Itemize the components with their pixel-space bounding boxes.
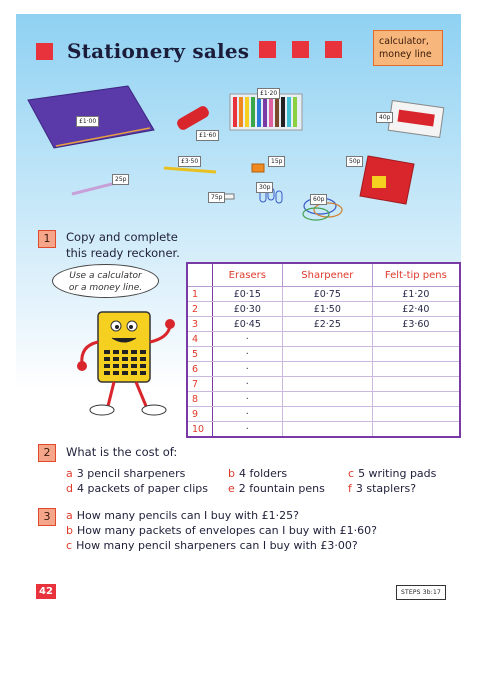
table-row (187, 392, 460, 407)
speech-bubble-line1: Use a calculator (69, 271, 142, 281)
question-2-part-f (348, 481, 416, 496)
part-text: 5 writing pads (358, 467, 437, 480)
erasers-pack-icon (388, 101, 444, 138)
price-label-pencil: 25p (112, 174, 129, 185)
stationery-illustration (16, 72, 461, 232)
question-1-text (66, 229, 180, 261)
cell-erasers: £0·30 (212, 302, 282, 317)
table-header-row (187, 263, 460, 287)
table-row (187, 377, 460, 392)
price-label-stapler: £1·60 (196, 130, 219, 141)
question-number-2: 2 (38, 444, 56, 462)
cell-erasers: £0·45 (212, 317, 282, 332)
stationery-drawing (16, 72, 461, 232)
part-letter: a (66, 509, 73, 522)
cell-erasers: · (212, 407, 282, 422)
question-2-part-d (66, 481, 208, 496)
part-text: 4 folders (238, 467, 288, 480)
cell-sharpener: £0·75 (282, 287, 372, 302)
row-number: 4 (187, 332, 212, 347)
row-number: 8 (187, 392, 212, 407)
part-text: 2 fountain pens (238, 482, 325, 495)
steps-reference-badge: STEPS 3b:17 (396, 585, 446, 600)
part-text: 3 pencil sharpeners (76, 467, 186, 480)
cell-erasers: £0·15 (212, 287, 282, 302)
cell-felt-tip-pens (372, 362, 460, 377)
question-3-part-c (66, 538, 358, 553)
row-number: 7 (187, 377, 212, 392)
page-number: 42 (36, 584, 56, 599)
part-text: How many pencils can I buy with £1·25? (76, 509, 299, 522)
title-squares (259, 41, 358, 62)
table-header-sharpener: Sharpener (282, 263, 372, 287)
price-label-erasers: 40p (376, 112, 393, 123)
price-label-paper-clips: 30p (256, 182, 273, 193)
cell-erasers: · (212, 347, 282, 362)
table-row (187, 422, 460, 438)
part-letter: f (348, 482, 352, 495)
part-letter: b (228, 467, 235, 480)
cell-erasers: · (212, 422, 282, 438)
question-3-part-b (66, 523, 377, 538)
cell-sharpener (282, 347, 372, 362)
row-number: 5 (187, 347, 212, 362)
red-square-decoration (259, 41, 276, 58)
cell-felt-tip-pens (372, 407, 460, 422)
cell-sharpener (282, 332, 372, 347)
eraser-icon (224, 194, 234, 199)
question-number-1: 1 (38, 230, 56, 248)
table-header-felt-tip-pens: Felt-tip pens (372, 263, 460, 287)
part-letter: e (228, 482, 235, 495)
cell-felt-tip-pens (372, 422, 460, 438)
speech-bubble-line2: or a money line. (68, 283, 143, 293)
part-letter: a (66, 467, 73, 480)
part-text: 3 staplers? (355, 482, 417, 495)
question-3-part-a (66, 508, 299, 523)
cell-felt-tip-pens (372, 377, 460, 392)
cell-sharpener (282, 377, 372, 392)
row-number: 6 (187, 362, 212, 377)
cell-felt-tip-pens (372, 347, 460, 362)
table-row (187, 302, 460, 317)
cell-erasers: · (212, 362, 282, 377)
cell-erasers: · (212, 392, 282, 407)
title-row (36, 36, 358, 66)
sharpener-icon (252, 164, 264, 172)
resource-tag (373, 30, 443, 66)
cell-sharpener: £1·50 (282, 302, 372, 317)
question-2-part-e (228, 481, 325, 496)
question-1-line2: this ready reckoner. (66, 246, 180, 260)
table-row (187, 407, 460, 422)
worksheet-page (16, 14, 461, 602)
cell-erasers: · (212, 332, 282, 347)
cell-felt-tip-pens: £3·60 (372, 317, 460, 332)
question-2-part-a (66, 466, 196, 481)
row-number: 3 (187, 317, 212, 332)
cell-sharpener (282, 422, 372, 438)
part-letter: c (66, 539, 73, 552)
cell-sharpener (282, 392, 372, 407)
row-number: 1 (187, 287, 212, 302)
resource-tag-line2: money line (379, 49, 432, 60)
part-text: How many pencil sharpeners can I buy with £3·00? (76, 539, 358, 552)
cell-sharpener: £2·25 (282, 317, 372, 332)
price-label-eraser: 75p (208, 192, 225, 203)
price-label-folder: £1·00 (76, 116, 99, 127)
price-label-sharpener: 15p (268, 156, 285, 167)
cell-felt-tip-pens (372, 392, 460, 407)
table-row (187, 347, 460, 362)
calculator-character-illustration (70, 302, 180, 422)
cell-sharpener (282, 407, 372, 422)
price-label-felt-pens: £1·20 (257, 88, 280, 99)
table-header-erasers: Erasers (212, 263, 282, 287)
part-text: How many packets of envelopes can I buy with £1·60? (76, 524, 377, 537)
part-text: 4 packets of paper clips (76, 482, 209, 495)
question-2-part-b (228, 466, 287, 481)
question-1-line1: Copy and complete (66, 230, 178, 244)
row-number: 2 (187, 302, 212, 317)
table-row (187, 317, 460, 332)
price-label-pen: £3·50 (178, 156, 201, 167)
cell-felt-tip-pens: £2·40 (372, 302, 460, 317)
price-label-rubber-bands: 60p (310, 194, 327, 205)
writing-pad-icon (360, 156, 414, 204)
question-2-stem: What is the cost of: (66, 445, 178, 459)
red-square-decoration (325, 41, 342, 58)
stapler-icon (175, 104, 210, 131)
question-2-part-c (348, 466, 436, 481)
part-letter: c (348, 467, 355, 480)
page-title: Stationery sales (67, 39, 250, 63)
question-number-3: 3 (38, 508, 56, 526)
ready-reckoner-table (186, 262, 461, 438)
price-label-pad: 50p (346, 156, 363, 167)
table-row (187, 332, 460, 347)
row-number: 9 (187, 407, 212, 422)
cell-felt-tip-pens (372, 332, 460, 347)
part-letter: b (66, 524, 73, 537)
red-square-decoration (292, 41, 309, 58)
resource-tag-line1: calculator, (379, 36, 429, 47)
table-row (187, 287, 460, 302)
pen-icon (164, 168, 216, 172)
table-header-number (187, 263, 212, 287)
cell-erasers: · (212, 377, 282, 392)
felt-pens-icon (230, 94, 302, 130)
row-number: 10 (187, 422, 212, 438)
cell-felt-tip-pens: £1·20 (372, 287, 460, 302)
cell-sharpener (282, 362, 372, 377)
part-letter: d (66, 482, 73, 495)
red-square-decoration (36, 43, 53, 60)
speech-bubble (52, 264, 159, 298)
table-row (187, 362, 460, 377)
